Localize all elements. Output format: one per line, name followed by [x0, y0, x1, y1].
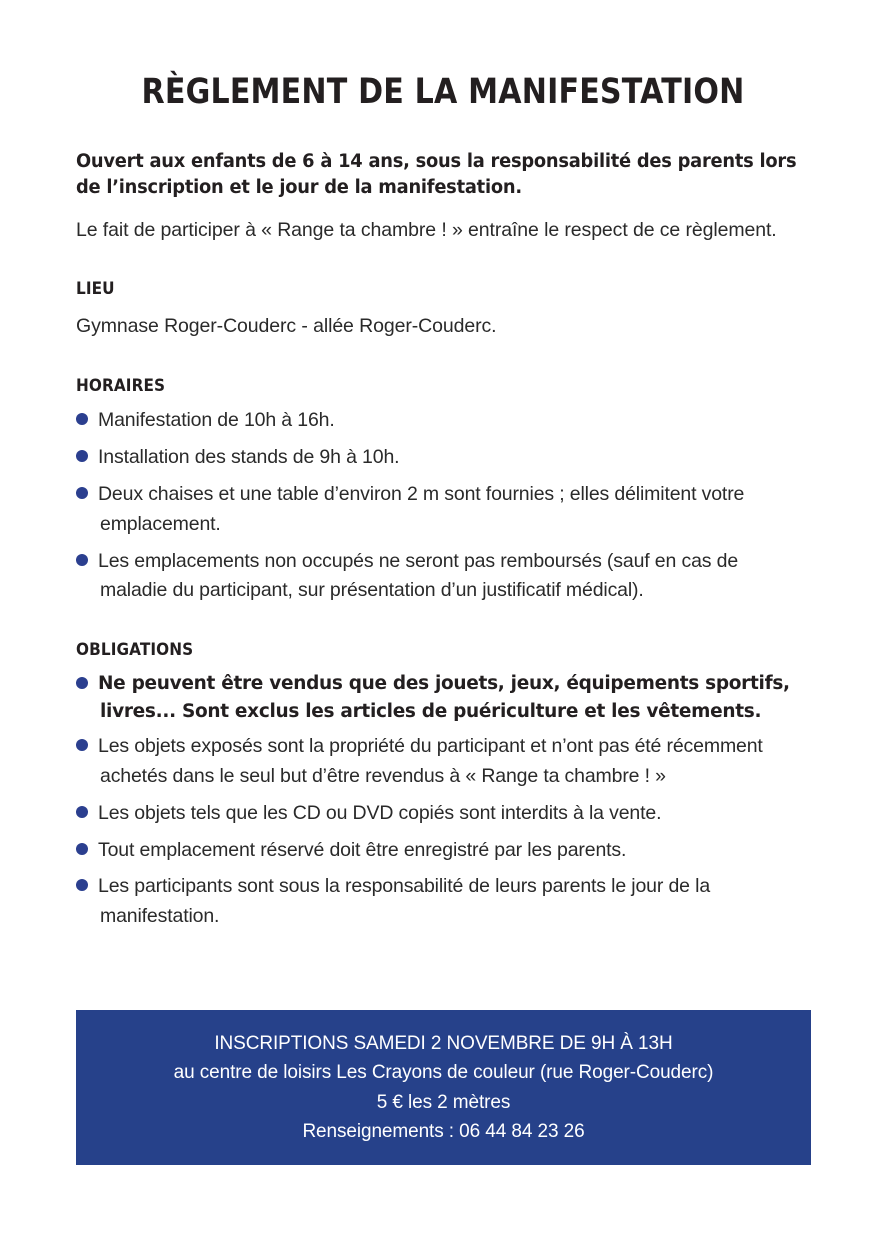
page-title: RÈGLEMENT DE LA MANIFESTATION — [141, 72, 745, 112]
section-heading-lieu: LIEU — [76, 279, 115, 300]
list-item-label: Les objets exposés sont la propriété du participant et n’ont pas été récemment achetés dans le seul but d’être revendus à « Range ta chambre ! » — [98, 735, 763, 787]
bullet-list-horaires — [76, 406, 810, 606]
list-item — [76, 799, 810, 829]
list-item — [76, 547, 810, 607]
bullet-dot-icon — [76, 879, 88, 891]
list-item-label: Installation des stands de 9h à 10h. — [98, 446, 400, 469]
bullet-dot-icon — [76, 739, 88, 751]
list-item-label: Les emplacements non occupés ne seront pas remboursés (sauf en cas de maladie du participant, sur présentation d’un justificatif médical). — [98, 549, 739, 602]
footer-line-contact: Renseignements : 06 44 84 23 26 — [302, 1120, 585, 1142]
list-item-label: Manifestation de 10h à 16h. — [98, 409, 335, 432]
list-item — [76, 836, 810, 866]
section-lieu — [76, 279, 810, 342]
list-item — [76, 480, 810, 540]
list-item-label: Deux chaises et une table d’environ 2 m sont fournies ; elles délimitent votre emplacement. — [98, 482, 745, 535]
list-item — [76, 406, 810, 436]
section-heading-obligations: OBLIGATIONS — [76, 640, 194, 661]
list-item-label: Les objets tels que les CD ou DVD copiés sont interdits à la vente. — [98, 801, 662, 824]
list-item — [76, 872, 810, 932]
section-horaires — [76, 376, 810, 606]
intro-regular-paragraph: Le fait de participer à « Range ta chambre ! » entraîne le respect de ce règlement. — [76, 218, 777, 241]
list-item-label: Tout emplacement réservé doit être enregistré par les parents. — [98, 838, 627, 861]
list-item — [76, 732, 810, 792]
section-heading-horaires: HORAIRES — [76, 376, 166, 397]
bullet-dot-icon — [76, 450, 88, 462]
list-item — [76, 443, 810, 473]
list-item-label: Les participants sont sous la responsabilité de leurs parents le jour de la manifestation. — [98, 875, 711, 928]
bullet-dot-icon — [76, 677, 88, 689]
bullet-list-obligations — [76, 670, 810, 932]
list-item-label: Ne peuvent être vendus que des jouets, jeux, équipements sportifs, livres... Sont exclus les articles de puériculture et les vêtements. — [98, 673, 790, 722]
bullet-dot-icon — [76, 843, 88, 855]
registration-info-box — [76, 1010, 811, 1165]
intro-bold-paragraph: Ouvert aux enfants de 6 à 14 ans, sous la responsabilité des parents lors de l’inscription et le jour de la manifestation. — [76, 150, 797, 199]
bullet-dot-icon — [76, 487, 88, 499]
list-item — [76, 670, 810, 725]
footer-line-location: au centre de loisirs Les Crayons de couleur (rue Roger-Couderc) — [173, 1062, 714, 1084]
section-obligations — [76, 640, 810, 932]
bullet-dot-icon — [76, 806, 88, 818]
bullet-dot-icon — [76, 413, 88, 425]
section-body-lieu: Gymnase Roger-Couderc - allée Roger-Couderc. — [76, 315, 497, 338]
footer-line-inscriptions: INSCRIPTIONS SAMEDI 2 NOVEMBRE DE 9H À 13H — [214, 1032, 673, 1054]
bullet-dot-icon — [76, 554, 88, 566]
footer-line-price: 5 € les 2 mètres — [376, 1091, 511, 1113]
